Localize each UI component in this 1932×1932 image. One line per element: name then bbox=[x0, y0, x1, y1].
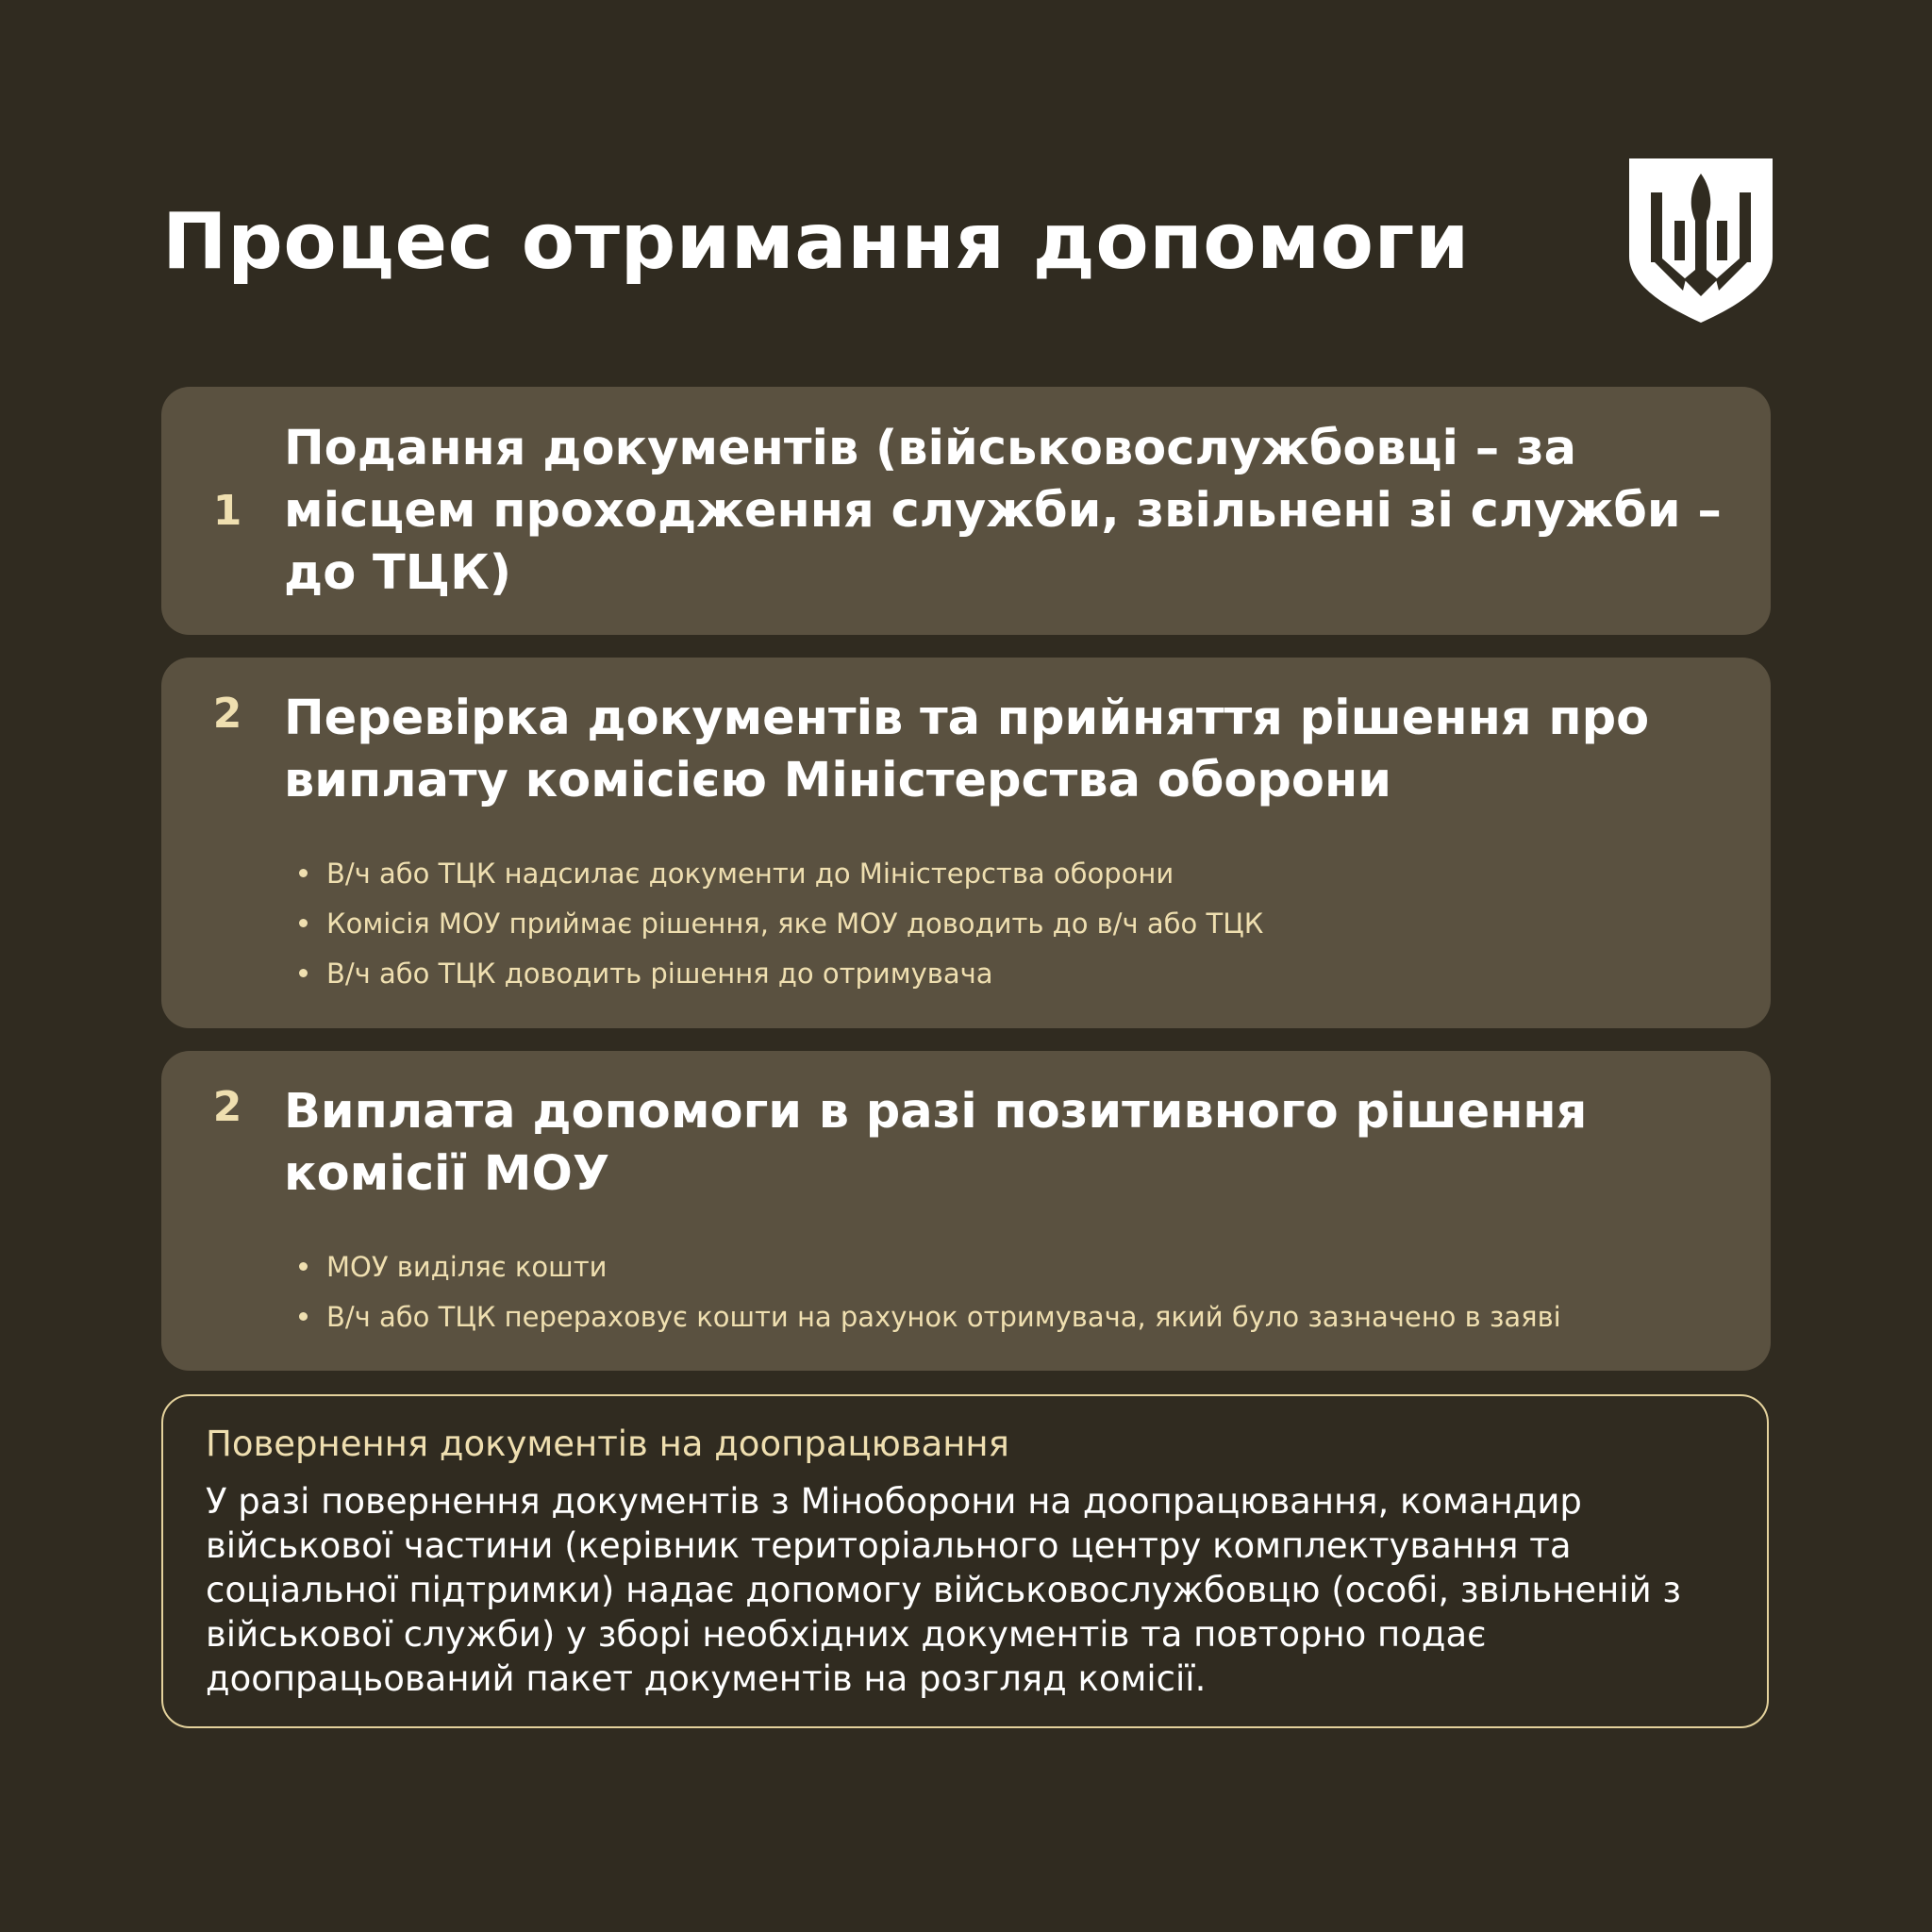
list-item bbox=[284, 1292, 1733, 1342]
note-title: Повернення документів на доопрацювання bbox=[206, 1424, 1009, 1464]
step-number: 2 bbox=[212, 690, 242, 738]
bullet-icon bbox=[299, 869, 308, 877]
bullet-icon bbox=[299, 919, 308, 927]
trident-shield-icon bbox=[1629, 158, 1773, 323]
step-card-2 bbox=[161, 658, 1771, 1028]
bullet-icon bbox=[299, 1312, 308, 1321]
step-card-1 bbox=[161, 387, 1771, 635]
step-title: Перевірка документів та прийняття рішення про виплату комісією Міністерства оборони bbox=[284, 691, 1650, 808]
list-item-text: В/ч або ТЦК перераховує кошти на рахунок отримувача, який було зазначено в заяві bbox=[326, 1301, 1561, 1333]
list-item-text: Комісія МОУ приймає рішення, яке МОУ доводить до в/ч або ТЦК bbox=[326, 908, 1264, 940]
step-number: 1 bbox=[212, 487, 242, 535]
step-title: Виплата допомоги в разі позитивного рішення комісії МОУ bbox=[284, 1084, 1588, 1202]
list-item bbox=[284, 949, 1733, 999]
list-item bbox=[284, 899, 1733, 949]
step-title: Подання документів (військовослужбовці – за місцем проходження служби, звільнені зі служби – до ТЦК) bbox=[284, 421, 1722, 601]
step-number: 2 bbox=[212, 1083, 242, 1131]
bullet-icon bbox=[299, 969, 308, 977]
list-item-text: МОУ виділяє кошти bbox=[326, 1251, 608, 1283]
list-item bbox=[284, 1242, 1733, 1292]
note-body: У разі повернення документів з Міноборони на доопрацювання, командир військової частини (керівник територіального центру комплектування та соціальної підтримки) надає допомогу військовослужбовцю (особі, звільненій з військової служби) у зборі необхідних документів та повторно подає доопрацьований пакет документів на розгляд комісії. bbox=[206, 1481, 1682, 1699]
step-bullet-list bbox=[284, 849, 1733, 999]
page-title: Процес отримання допомоги bbox=[162, 197, 1470, 287]
list-item bbox=[284, 849, 1733, 899]
list-item-text: В/ч або ТЦК надсилає документи до Міністерства оборони bbox=[326, 858, 1174, 890]
step-card-3 bbox=[161, 1051, 1771, 1371]
step-bullet-list bbox=[284, 1242, 1733, 1342]
list-item-text: В/ч або ТЦК доводить рішення до отримувача bbox=[326, 958, 993, 990]
bullet-icon bbox=[299, 1262, 308, 1271]
note-box bbox=[161, 1394, 1769, 1728]
